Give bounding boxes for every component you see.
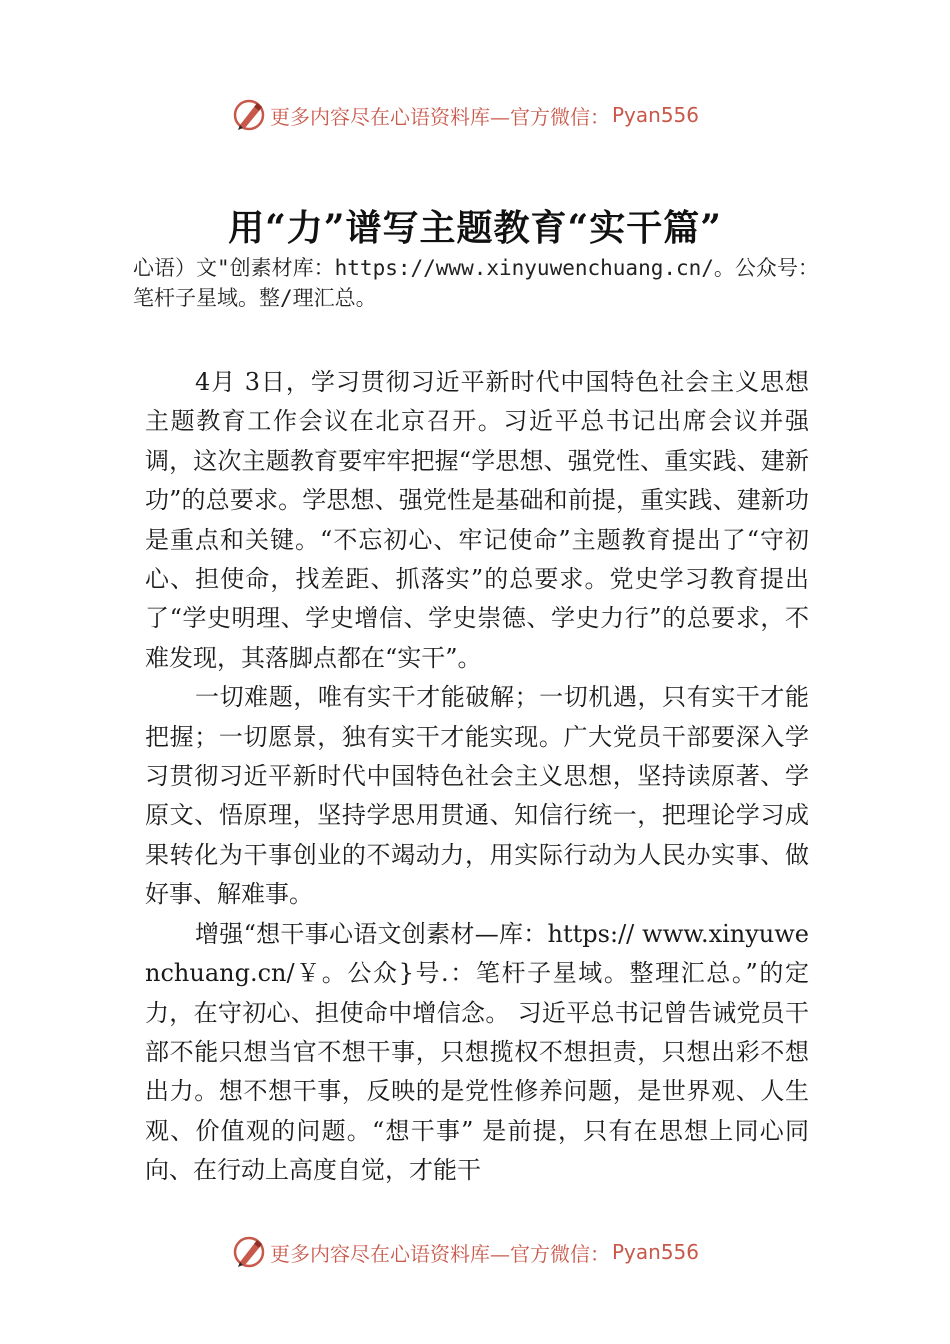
banner-wechat-id: Pyan556 bbox=[612, 1240, 700, 1264]
bottom-banner bbox=[232, 1232, 752, 1272]
source-note: 心语）文"创素材库：https://www.xinyuwenchuang.cn/。公众号：笔杆子星域。整/理汇总。 bbox=[133, 256, 819, 310]
document-title: 用“力”谱写主题教育“实干篇” bbox=[228, 207, 722, 249]
paragraph: 4月 3日，学习贯彻习近平新时代中国特色社会主义思想主题教育工作会议在北京召开。习近平总书记出席会议并强调，这次主题教育要牢牢把握“学思想、强党性、重实践、建新功”的总要求。学思想、强党性是基础和前提，重实践、建新功是重点和关键。“不忘初心、牢记使命”主题教育提出了“守初心、担使命，找差距、抓落实”的总要求。党史学习教育提出了“学史明理、学史增信、学史崇德、学史力行”的总要求，不难发现，其落脚点都在“实干”。 bbox=[145, 368, 809, 672]
banner-text: 更多内容尽在心语资料库—官方微信： bbox=[270, 104, 610, 129]
paragraph: 增强“想干事心语文创素材—库：https:// www.xinyuwenchuang.cn/￥。公众}号.：笔杆子星域。整理汇总。”的定力，在守初心、担使命中增信念。 习近平总书记曾告诫党员干部不能只想当官不想干事，只想揽权不想担责，只想出彩不想出力。想不想干事，反映的是党性修养问题，是世界观、人生观、价值观的问题。“想干事” 是前提，只有在思想上同心同向、在行动上高度自觉，才能干 bbox=[145, 919, 809, 1185]
pen-in-circle-icon bbox=[232, 1235, 266, 1269]
pen-in-circle-icon bbox=[232, 98, 266, 132]
document-body bbox=[145, 363, 809, 1191]
banner-text: 更多内容尽在心语资料库—官方微信： bbox=[270, 1241, 610, 1266]
banner-wechat-id: Pyan556 bbox=[612, 103, 700, 127]
top-banner bbox=[232, 95, 752, 135]
paragraph: 一切难题，唯有实干才能破解；一切机遇，只有实干才能把握；一切愿景，独有实干才能实现。广大党员干部要深入学习贯彻习近平新时代中国特色社会主义思想，坚持读原著、学原文、悟原理，坚持学思用贯通、知信行统一，把理论学习成果转化为干事创业的不竭动力，用实际行动为人民办实事、做好事、解难事。 bbox=[145, 683, 809, 909]
